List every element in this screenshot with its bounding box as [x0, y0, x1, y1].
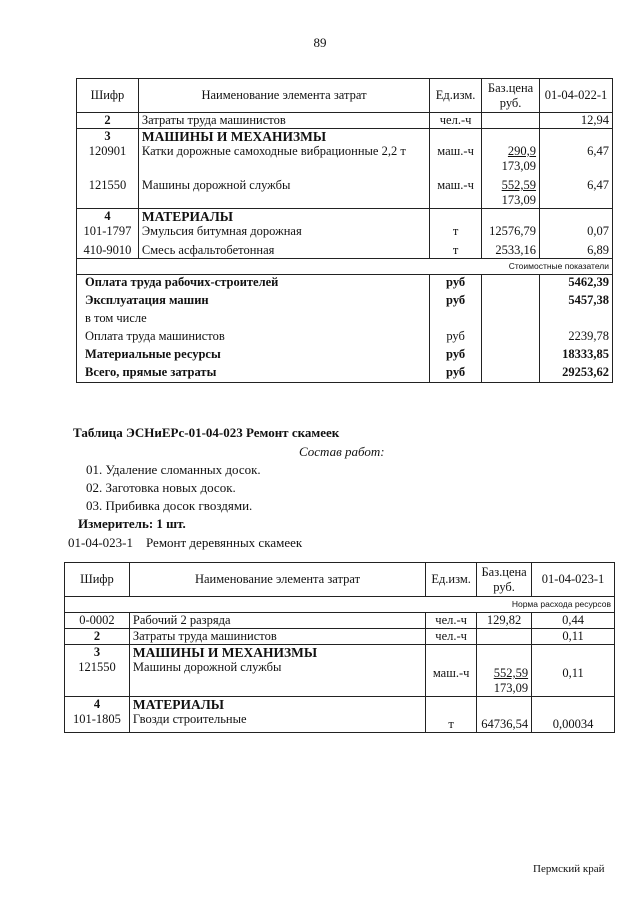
summary-row: Оплата труда рабочих-строителей руб 5462,39 — [77, 275, 613, 293]
table-row: 3 МАШИНЫ И МЕХАНИЗМЫ — [77, 129, 613, 145]
header-code: Шифр — [65, 563, 130, 597]
table-row: 2 Затраты труда машинистов чел.-ч 12,94 — [77, 113, 613, 129]
table-row: 410-9010 Смесь асфальтобетонная т 2533,16 6,89 — [77, 243, 613, 259]
summary-row: Оплата труда машинистов руб 2239,78 — [77, 329, 613, 347]
work-item: 01. Удаление сломанных досок. — [86, 462, 261, 477]
header-code: Шифр — [77, 79, 139, 113]
table-row: 101-1797 Эмульсия битумная дорожная т 12576,79 0,07 — [77, 224, 613, 243]
table-row: 120901 Катки дорожные самоходные вибрационные 2,2 т маш.-ч 290,9 173,09 6,47 — [77, 144, 613, 174]
table-header — [77, 79, 613, 113]
works-label: Состав работ: — [299, 444, 385, 459]
table-row: 0-0002 Рабочий 2 разряда чел.-ч 129,82 0,44 — [65, 613, 615, 629]
section-title: Таблица ЭСНиЕРс-01-04-023 Ремонт скамеек — [73, 425, 340, 440]
work-item: 02. Заготовка новых досок. — [86, 480, 236, 495]
work-item: 03. Прибивка досок гвоздями. — [86, 498, 253, 513]
header-unit: Ед.изм. — [426, 563, 477, 597]
resource-table-2 — [64, 562, 615, 733]
section-label: Стоимостные показатели — [77, 259, 613, 275]
header-unit: Ед.изм. — [430, 79, 482, 113]
table-header — [65, 563, 615, 597]
section-label: Норма расхода ресурсов — [65, 597, 615, 613]
resource-table-1 — [76, 78, 613, 383]
section-label-row — [65, 597, 615, 613]
summary-row: Материальные ресурсы руб 18333,85 — [77, 347, 613, 365]
item-title: 01-04-023-1 Ремонт деревянных скамеек — [68, 535, 303, 550]
header-norm: 01-04-022-1 — [540, 79, 613, 113]
header-name: Наименование элемента затрат — [129, 563, 425, 597]
footer-region: Пермский край — [533, 863, 605, 875]
table-row: 121550 Машины дорожной службы маш.-ч 552,59 173,09 0,11 — [65, 660, 615, 697]
table-row: 2 Затраты труда машинистов чел.-ч 0,11 — [65, 629, 615, 645]
header-norm: 01-04-023-1 — [532, 563, 615, 597]
section-label-row — [77, 259, 613, 275]
summary-row: в том числе — [77, 311, 613, 329]
table-row: 3 МАШИНЫ И МЕХАНИЗМЫ — [65, 645, 615, 661]
page-number: 89 — [313, 35, 327, 50]
table-row: 4 МАТЕРИАЛЫ — [77, 209, 613, 225]
table-row: 101-1805 Гвозди строительные т 64736,54 0,00034 — [65, 712, 615, 732]
header-price: Баз.цена руб. — [477, 563, 532, 597]
header-name: Наименование элемента затрат — [138, 79, 429, 113]
summary-row: Всего, прямые затраты руб 29253,62 — [77, 365, 613, 383]
table-row: 4 МАТЕРИАЛЫ — [65, 697, 615, 713]
header-price: Баз.цена руб. — [482, 79, 540, 113]
summary-row: Эксплуатация машин руб 5457,38 — [77, 293, 613, 311]
measure-label: Измеритель: 1 шт. — [78, 516, 186, 531]
table-row: 121550 Машины дорожной службы маш.-ч 552,59 173,09 6,47 — [77, 174, 613, 209]
